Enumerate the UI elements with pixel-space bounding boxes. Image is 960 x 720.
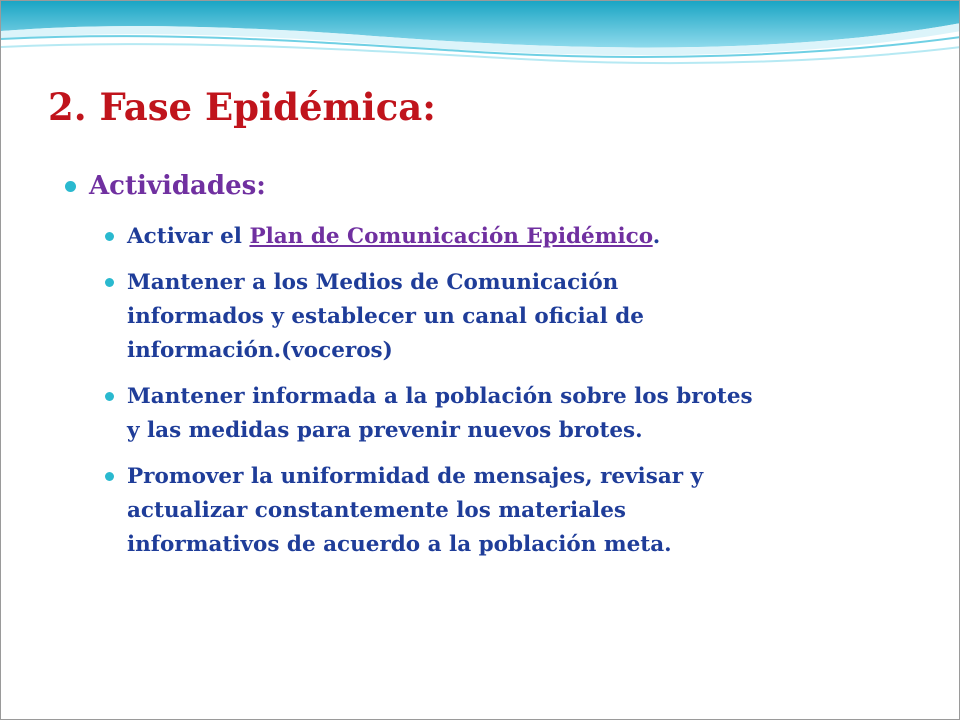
- header-wave-decoration: [1, 1, 960, 81]
- bullet-icon: [105, 278, 114, 287]
- bullet-icon: [105, 472, 114, 481]
- item-line: informativos de acuerdo a la población meta.: [127, 532, 672, 557]
- list-item: [105, 460, 925, 562]
- item-line: información.(voceros): [127, 338, 393, 363]
- item-line: y las medidas para prevenir nuevos brotes.: [127, 418, 643, 443]
- list-item: [105, 220, 925, 254]
- slide-title: 2. Fase Epidémica:: [48, 85, 436, 129]
- bullet-icon: [105, 392, 114, 401]
- list-item: [105, 266, 925, 368]
- section-activities: [65, 171, 266, 201]
- item-line: Mantener a los Medios de Comunicación: [127, 270, 619, 295]
- list-item: [105, 380, 925, 448]
- section-heading: Actividades:: [89, 171, 266, 201]
- bullet-icon: [65, 181, 76, 192]
- bullet-icon: [105, 232, 114, 241]
- item-text: Activar el: [127, 224, 250, 249]
- item-line: actualizar constantemente los materiales: [127, 498, 626, 523]
- activities-list: [105, 220, 925, 574]
- item-line: Mantener informada a la población sobre los brotes: [127, 384, 753, 409]
- plan-link[interactable]: Plan de Comunicación Epidémico: [249, 224, 653, 249]
- item-text: .: [652, 224, 661, 249]
- item-line: informados y establecer un canal oficial de: [127, 304, 644, 329]
- item-line: Promover la uniformidad de mensajes, revisar y: [127, 464, 704, 489]
